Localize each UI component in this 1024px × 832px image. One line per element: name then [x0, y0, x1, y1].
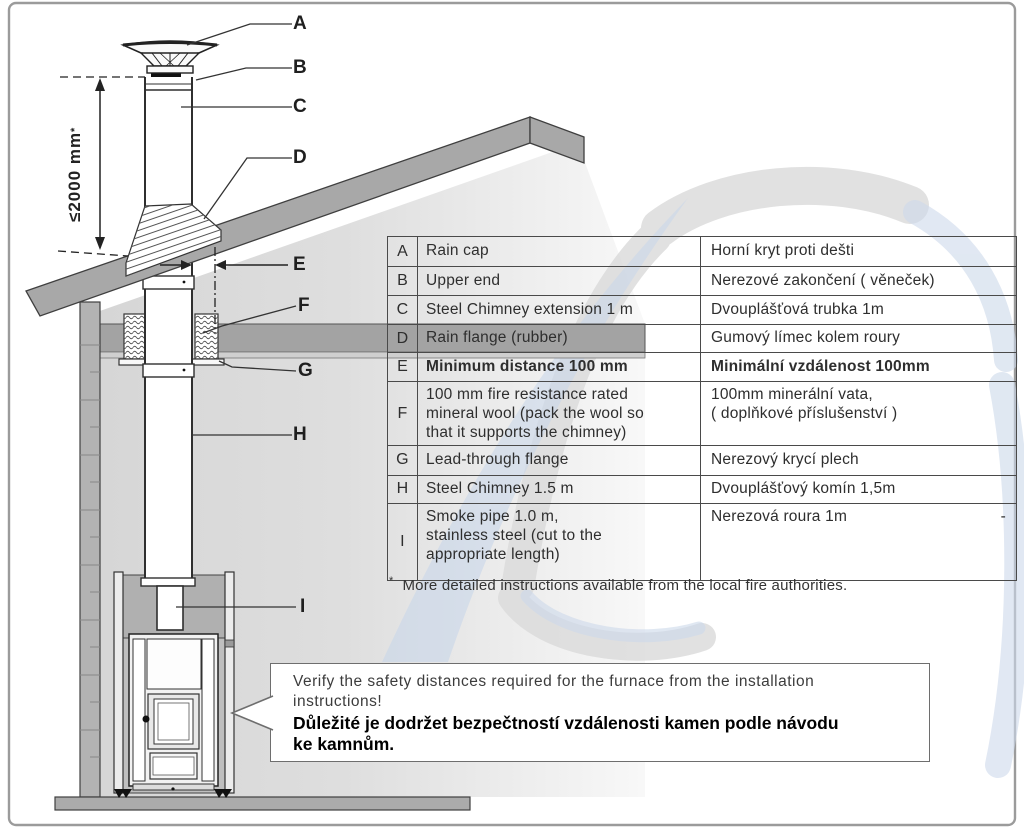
row-cz: Horní kryt proti dešti [711, 242, 855, 260]
row-cz: Minimální vzdálenost 100mm [711, 357, 930, 375]
table-row [388, 381, 1016, 445]
label-mineral-wool: F [298, 295, 310, 316]
row-en: Rain cap [418, 237, 701, 266]
table-row [388, 445, 1016, 475]
row-letter: I [388, 504, 418, 580]
row-letter: H [388, 476, 418, 503]
table-row [388, 475, 1016, 503]
dash: - [1000, 507, 1006, 525]
row-cz: Dvouplášťový komín 1,5m [711, 479, 896, 497]
table-row [388, 324, 1016, 352]
row-cz: Dvouplášťová trubka 1m [711, 300, 885, 318]
row-cz: 100mm minerální vata, ( doplňkové příslušenství ) [711, 386, 898, 422]
row-cz: Nerezové zakončení ( věneček) [711, 271, 935, 289]
table-footnote [389, 577, 1017, 594]
row-letter: G [388, 446, 418, 475]
label-min-distance: E [293, 254, 306, 275]
footnote-marker: * [389, 575, 394, 587]
chimney-pipe [141, 72, 195, 630]
parts-table [387, 236, 1017, 581]
table-row [388, 352, 1016, 381]
label-smoke-pipe: I [300, 596, 306, 617]
note-cz-line2: ke kamnům. [293, 733, 395, 754]
row-letter: D [388, 325, 418, 352]
height-dimension-label: ≤2000 mm * [65, 126, 84, 222]
label-lead-through: G [298, 360, 313, 381]
row-cz: Nerezový krycí plech [711, 450, 859, 468]
row-en: Lead-through flange [418, 446, 701, 475]
label-rain-cap: A [293, 13, 307, 34]
label-rain-flange: D [293, 147, 307, 168]
floor [55, 797, 470, 810]
row-en: Upper end [418, 267, 701, 295]
footnote-text: More detailed instructions available from the local fire authorities. [402, 577, 848, 594]
row-en: 100 mm fire resistance rated mineral wool (pack the wool so that it supports the chimney) [418, 382, 701, 445]
table-row [388, 295, 1016, 324]
smoke-pipe [157, 586, 183, 630]
table-row [388, 503, 1016, 580]
row-en: Steel Chimney 1.5 m [418, 476, 701, 503]
label-upper-end: B [293, 57, 307, 78]
note-cz-line1: Důležité je dodržet bezpečtností vzdálenosti kamen podle návodu [293, 712, 839, 733]
row-en: Minimum distance 100 mm [418, 353, 701, 381]
row-letter: A [388, 237, 418, 266]
row-letter: B [388, 267, 418, 295]
row-cz: Nerezová roura 1m - [711, 507, 1006, 525]
door-handle [143, 716, 150, 723]
row-letter: E [388, 353, 418, 381]
note-pointer [228, 694, 274, 732]
note-en-line1: Verify the safety distances required for the furnace from the installation [293, 673, 815, 690]
row-letter: C [388, 296, 418, 324]
row-en: Steel Chimney extension 1 m [418, 296, 701, 324]
row-letter: F [388, 382, 418, 445]
table-row [388, 237, 1016, 266]
note-en-line2: instructions! [293, 693, 383, 711]
row-en: Smoke pipe 1.0 m, stainless steel (cut to the appropriate length) [418, 504, 701, 580]
label-steel-chimney: H [293, 424, 307, 445]
rain-cap [123, 41, 217, 73]
wall [80, 302, 100, 797]
label-extension: C [293, 96, 307, 117]
row-cz: Gumový límec kolem roury [711, 329, 901, 347]
row-en: Rain flange (rubber) [418, 325, 701, 352]
safety-note [270, 663, 930, 762]
table-row [388, 266, 1016, 295]
